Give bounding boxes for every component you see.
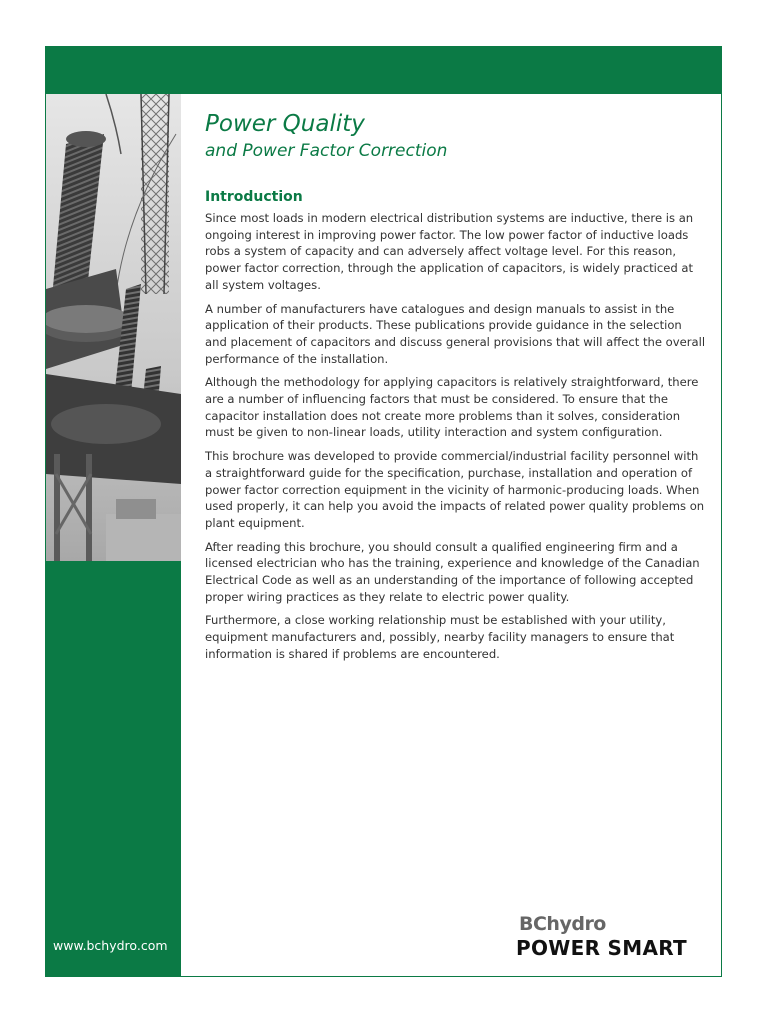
top-green-band [46, 47, 721, 94]
page-subtitle: and Power Factor Correction [205, 141, 448, 161]
paragraph: After reading this brochure, you should consult a qualified engineering firm and a licensed electrician who has the training, experience and knowledge of the Canadian Electrical Code as well as an understanding of the importance of following accepted proper wiring practices as they relate to electric power quality. [205, 539, 700, 604]
power-smart-logo-text: POWER SMART [516, 936, 687, 960]
paragraph: Furthermore, a close working relationship must be established with your utility, equipment manufacturers and, possibly, nearby facility managers to ensure that information is shared if problems are encountered. [205, 613, 675, 661]
section-heading: Introduction [205, 189, 303, 205]
paragraph: Although the methodology for applying capacitors is relatively straightforward, there are a number of influencing factors that must be considered. To ensure that the capacitor installation does not create more problems than it solves, consideration must be given to non-linear loads, utility interaction and system configuration. [205, 375, 699, 440]
page-frame [45, 46, 722, 977]
paragraph: This brochure was developed to provide commercial/industrial facility personnel with a straightforward guide for the specification, purchase, installation and operation of power factor correction equipment in the vicinity of harmonic-producing loads. When used properly, it can help you avoid the impacts of related power quality problems on plant equipment. [205, 449, 705, 530]
bchydro-logo-text: BChydro [519, 913, 606, 935]
main-content [205, 109, 707, 670]
left-green-column [46, 94, 181, 976]
insulator-photo-illustration [46, 94, 181, 561]
page-title: Power Quality [205, 111, 365, 137]
paragraph: A number of manufacturers have catalogues and design manuals to assist in the application of their products. These publications provide guidance in the selection and placement of capacitors and discuss general provisions that will affect the overall performance of the installation. [205, 301, 706, 366]
bchydro-power-smart-logo [516, 913, 706, 961]
paragraph: Since most loads in modern electrical distribution systems are inductive, there is an ongoing interest in improving power factor. The low power factor of inductive loads robs a system of capacity and can adversely affect voltage level. For this reason, power factor correction, through the application of capacitors, is widely practiced at all system voltages. [205, 211, 694, 292]
website-url[interactable]: www.bchydro.com [53, 938, 168, 953]
insulator-photo [46, 94, 181, 561]
